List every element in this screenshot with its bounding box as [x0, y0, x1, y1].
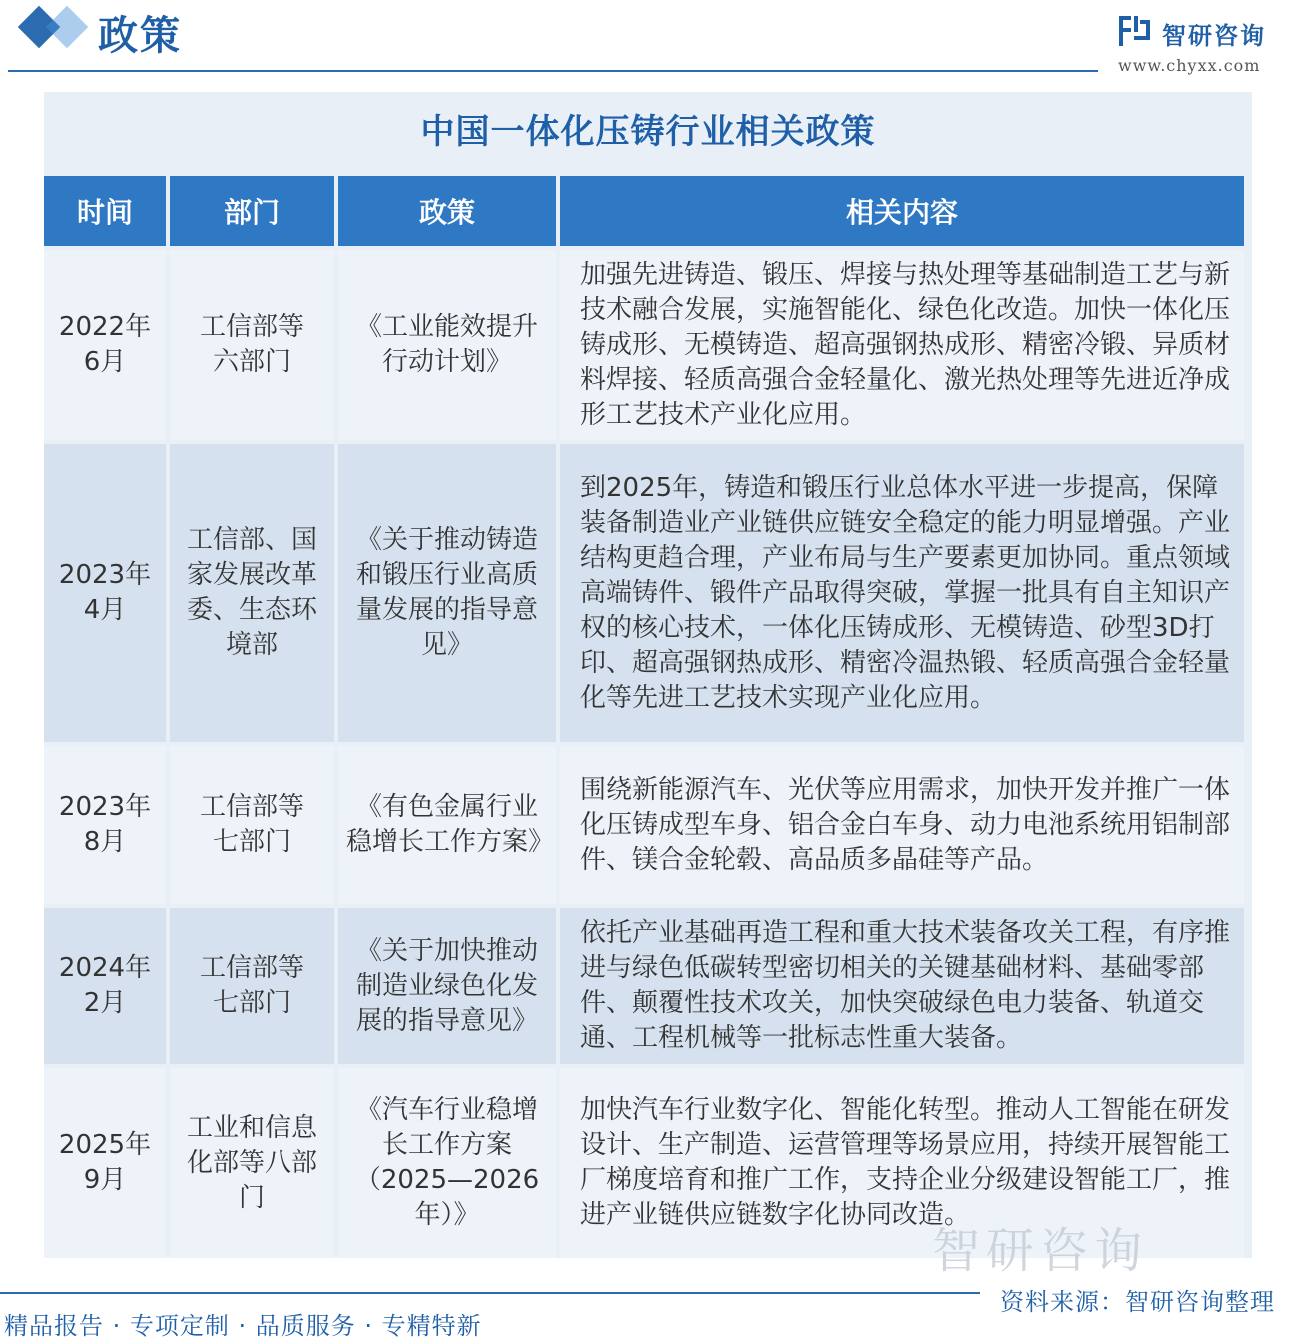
cell-time: 2023年 4月 — [44, 444, 166, 742]
table-row — [44, 746, 1244, 904]
footer-tagline: 精品报告 · 专项定制 · 品质服务 · 专精特新 — [4, 1312, 482, 1340]
table-header-row — [44, 176, 1244, 246]
cell-dept: 工信部等 七部门 — [170, 746, 334, 904]
watermark-logo: 智研咨询 — [932, 1223, 1149, 1279]
cell-time: 2025年 9月 — [44, 1068, 166, 1258]
cell-policy: 《工业能效提升行动计划》 — [338, 250, 556, 440]
cell-time: 2023年 8月 — [44, 746, 166, 904]
column-header-policy: 政策 — [338, 176, 556, 246]
source-note: 资料来源：智研咨询整理 — [1000, 1288, 1275, 1316]
page-header — [0, 0, 1292, 80]
cell-content: 到2025年，铸造和锻压行业总体水平进一步提高，保障装备制造业产业链供应链安全稳定的能力明显增强。产业结构更趋合理，产业布局与生产要素更加协同。重点领域高端铸件、锻件产品取得突破，掌握一批具有自主知识产权的核心技术，一体化压铸成形、无模铸造、砂型3D打印、超高强钢热成形、精密冷温热锻、轻质高强合金轻量化等先进工艺技术实现产业化应用。 — [560, 444, 1244, 742]
table-row — [44, 908, 1244, 1064]
column-header-time: 时间 — [44, 176, 166, 246]
cell-content: 加快汽车行业数字化、智能化转型。推动人工智能在研发设计、生产制造、运营管理等场景应用，持续开展智能工厂梯度培育和推广工作，支持企业分级建设智能工厂，推进产业链供应链数字化协同改造。 — [560, 1068, 1244, 1258]
header-divider — [8, 70, 1098, 72]
section-title: 政策 — [98, 12, 182, 59]
policy-table — [40, 172, 1248, 1262]
table-title: 中国一体化压铸行业相关政策 — [420, 112, 876, 152]
cell-time: 2022年 6月 — [44, 250, 166, 440]
cell-dept: 工信部、国家发展改革委、生态环境部 — [170, 444, 334, 742]
cell-time: 2024年 2月 — [44, 908, 166, 1064]
footer-divider — [0, 1292, 980, 1294]
cell-content: 围绕新能源汽车、光伏等应用需求，加快开发并推广一体化压铸成型车身、铝合金白车身、动力电池系统用铝制部件、镁合金轮毂、高品质多晶硅等产品。 — [560, 746, 1244, 904]
cell-dept: 工信部等 六部门 — [170, 250, 334, 440]
diamond-accent-icon — [46, 6, 88, 48]
column-header-content: 相关内容 — [560, 176, 1244, 246]
brand-url[interactable]: www.chyxx.com — [1118, 56, 1261, 75]
column-header-dept: 部门 — [170, 176, 334, 246]
policy-table-panel — [44, 92, 1252, 1258]
cell-policy: 《关于推动铸造和锻压行业高质量发展的指导意见》 — [338, 444, 556, 742]
cell-policy: 《汽车行业稳增长工作方案（2025—2026年）》 — [338, 1068, 556, 1258]
brand-block — [1118, 10, 1288, 80]
cell-policy: 《有色金属行业稳增长工作方案》 — [338, 746, 556, 904]
cell-policy: 《关于加快推动制造业绿色化发展的指导意见》 — [338, 908, 556, 1064]
cell-dept: 工信部等 七部门 — [170, 908, 334, 1064]
brand-logo-icon — [1118, 14, 1152, 48]
cell-dept: 工业和信息化部等八部门 — [170, 1068, 334, 1258]
table-row — [44, 250, 1244, 440]
table-row — [44, 444, 1244, 742]
brand-name: 智研咨询 — [1162, 22, 1266, 50]
cell-content: 依托产业基础再造工程和重大技术装备攻关工程，有序推进与绿色低碳转型密切相关的关键基础材料、基础零部件、颠覆性技术攻关，加快突破绿色电力装备、轨道交通、工程机械等一批标志性重大装备。 — [560, 908, 1244, 1064]
cell-content: 加强先进铸造、锻压、焊接与热处理等基础制造工艺与新技术融合发展，实施智能化、绿色化改造。加快一体化压铸成形、无模铸造、超高强钢热成形、精密冷锻、异质材料焊接、轻质高强合金轻量化、激光热处理等先进近净成形工艺技术产业化应用。 — [560, 250, 1244, 440]
